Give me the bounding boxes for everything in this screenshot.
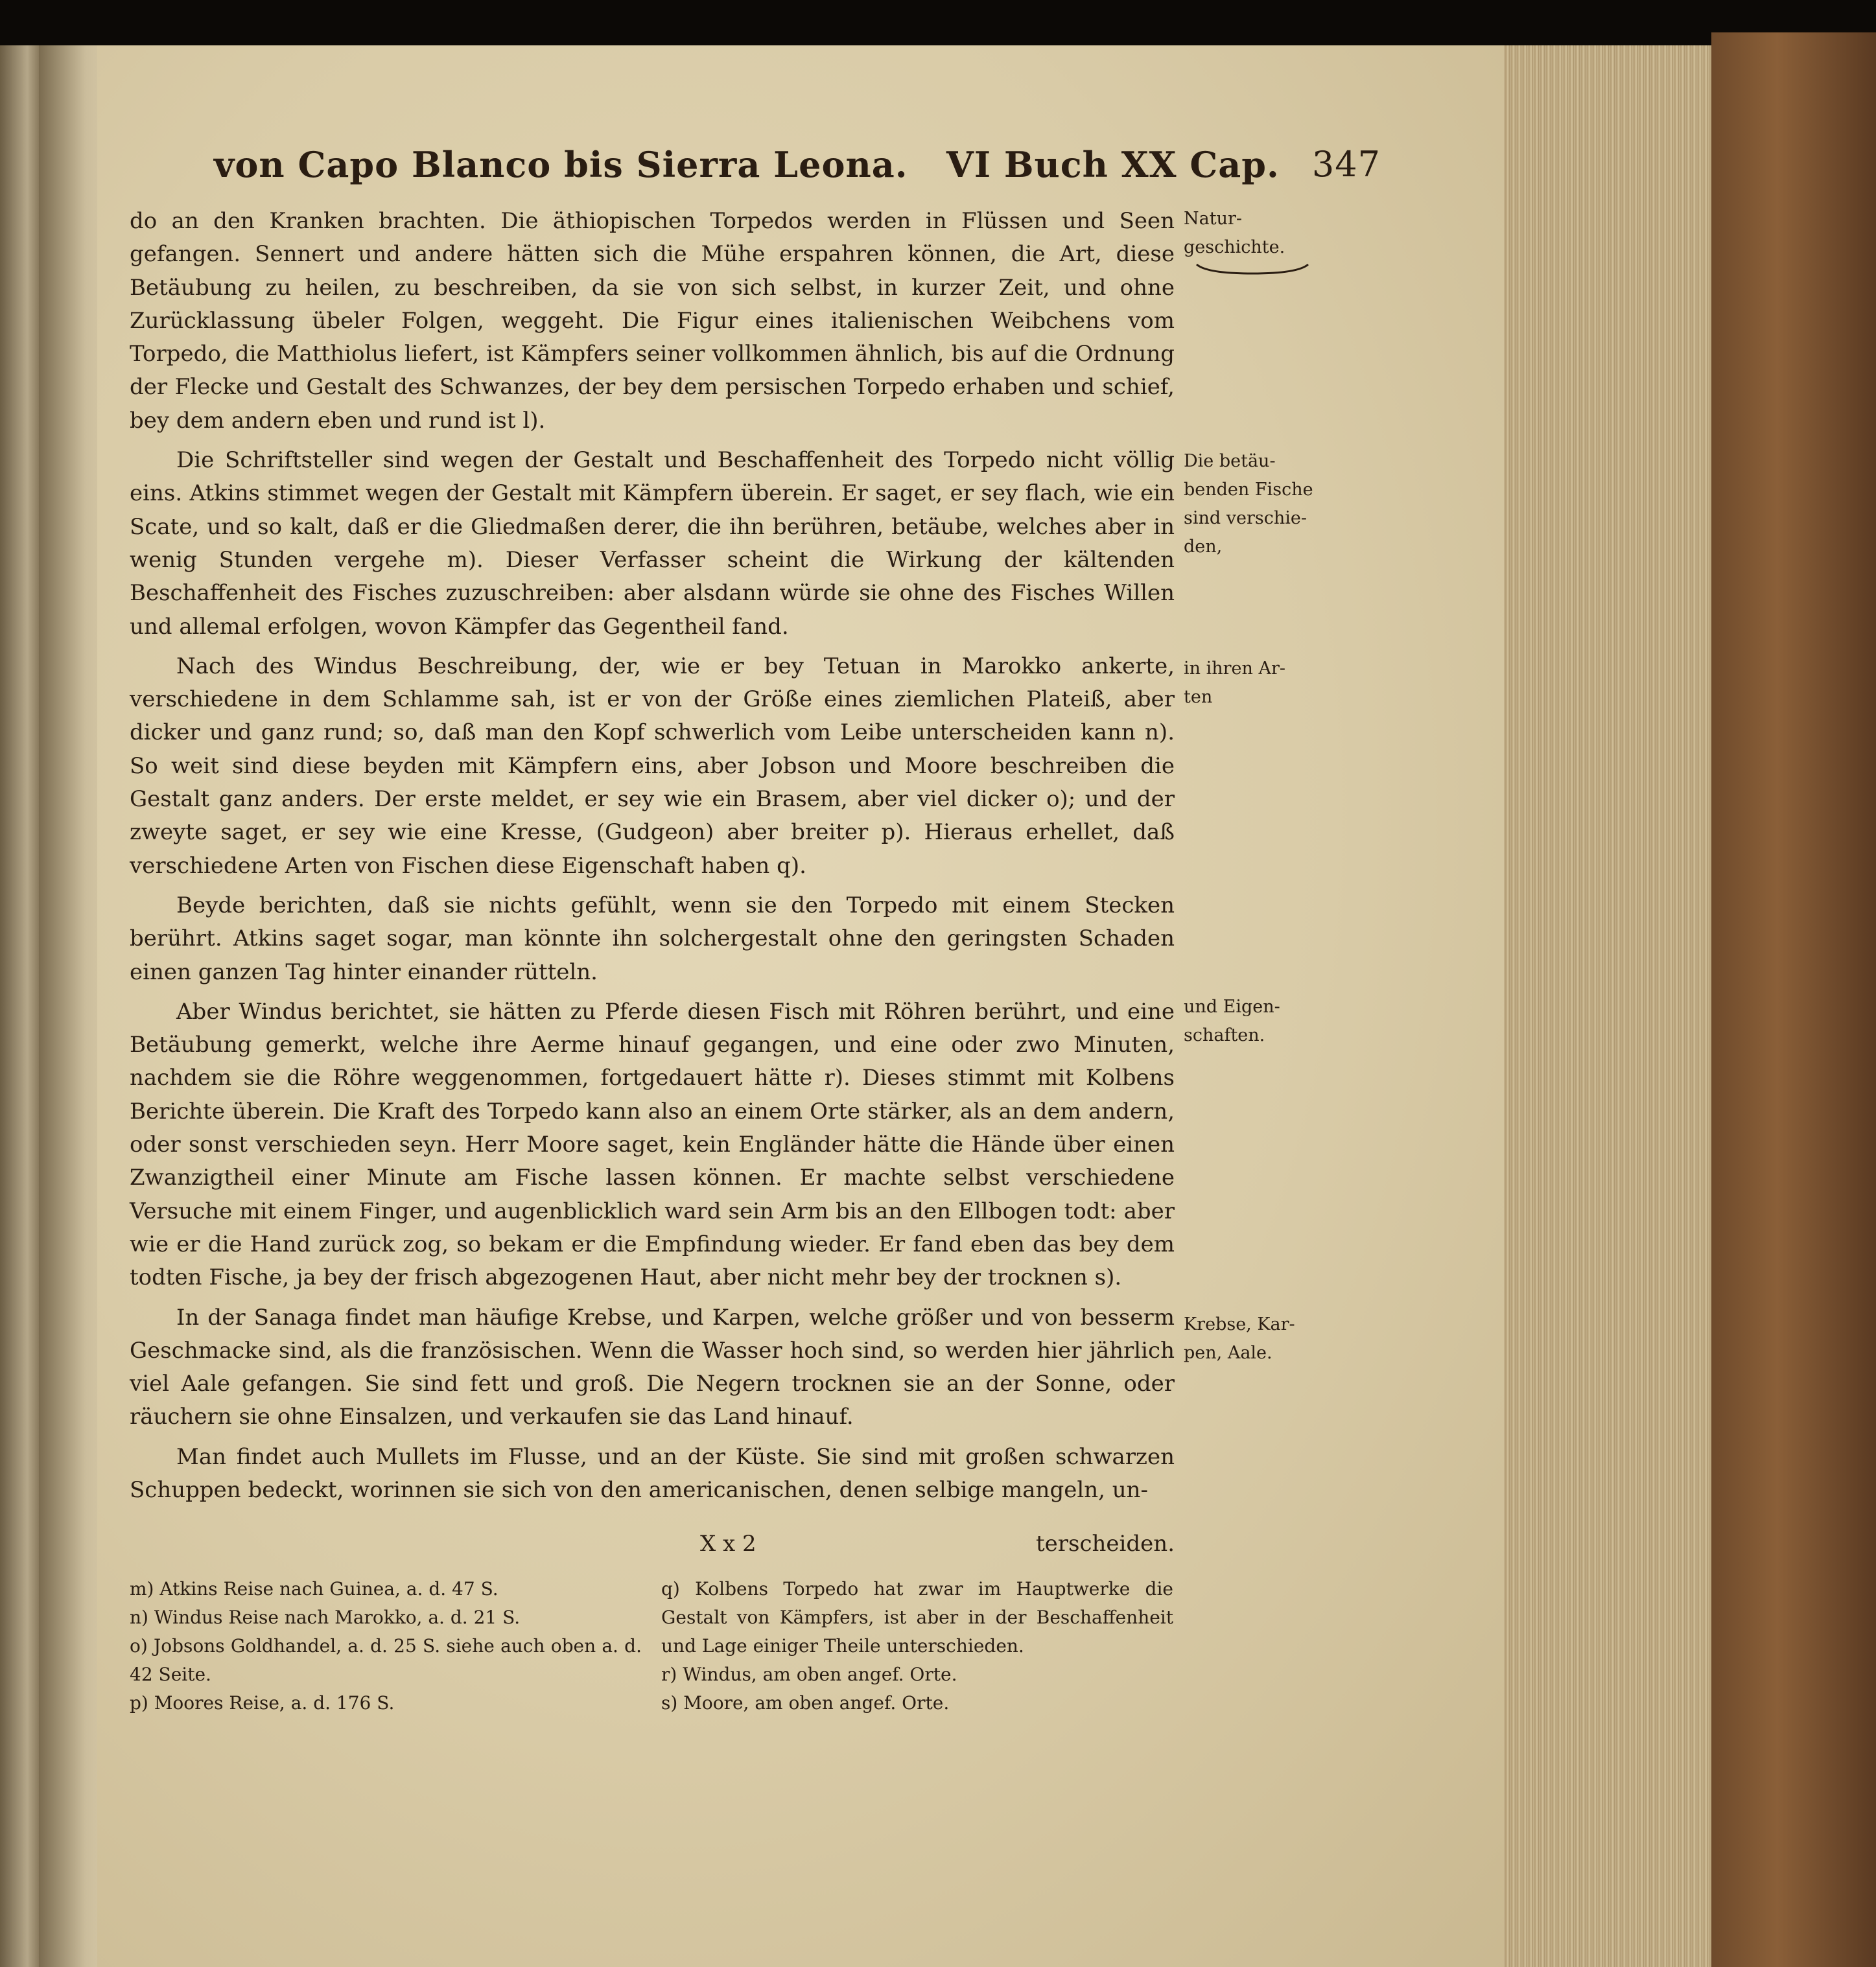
catchword: terscheiden. xyxy=(1035,1531,1175,1557)
paragraph: In der Sanaga findet man häufige Krebse, und Karpen, welche größer und von besserm Geschmacke sind, als die französischen. Wenn die Wasser hoch sind, so werden hier jährlich viel Aale gefangen. Sie sind fett und groß. Die Negern trocknen sie an der Sonne, oder räuchern sie ohne Einsalzen, und verkaufen sie das Land hinauf. xyxy=(130,1304,1175,1430)
page-number: 347 xyxy=(1311,144,1381,185)
paragraph: Nach des Windus Beschreibung, der, wie er bey Tetuan in Marokko ankerte, verschiedene in dem Schlamme sah, ist er von der Größe eines ziemlichen Plateiß, aber dicker und ganz rund; so, daß man den Kopf schwerlich vom Leibe unterscheiden kann n). So weit sind diese beyden mit Kämpfern eins, aber Jobson und Moore beschreiben die Gestalt ganz anders. Der erste meldet, er sey wie ein Brasem, aber viel dicker o); und der zweyte saget, er sey wie eine Kresse, (Gudgeon) aber breiter p). Hieraus erhellet, daß verschiedene Arten von Fischen diese Eigenschaft haben q). xyxy=(130,653,1175,879)
page-block-edge xyxy=(1504,45,1711,1967)
facing-page-edge xyxy=(0,45,39,1967)
running-header xyxy=(214,144,1381,202)
signature-mark: X x 2 xyxy=(700,1531,756,1557)
catchline xyxy=(130,1531,1175,1563)
margin-note: Natur- geschichte. xyxy=(1184,209,1285,257)
paragraph: Beyde berichten, daß sie nichts gefühlt, wenn sie den Torpedo mit einem Stecken berührt. Atkins saget sogar, man könnte ihn solchergestalt ohne den geringsten Schaden einen ganzen Tag hinter einander rütteln. xyxy=(130,892,1175,985)
footnote: s) Moore, am oben angef. Orte. xyxy=(661,1692,950,1714)
paragraph: Man findet auch Mullets im Flusse, und an der Küste. Sie sind mit großen schwarzen Schuppen bedeckt, worinnen sie sich von den americanischen, denen selbige mangeln, un- xyxy=(130,1443,1175,1503)
running-title: von Capo Blanco bis Sierra Leona. VI Buch XX Cap. xyxy=(214,144,1280,185)
footnotes xyxy=(130,1575,1175,1730)
footnotes-right-column xyxy=(661,1575,1173,1717)
footnotes-left-column xyxy=(130,1575,642,1717)
margin-note: und Eigen- schaften. xyxy=(1184,997,1280,1045)
footnote: p) Moores Reise, a. d. 176 S. xyxy=(130,1692,395,1714)
footnote: q) Kolbens Torpedo hat zwar im Hauptwerke die Gestalt von Kämpfers, ist aber in der Beschaffenheit und Lage einiger Theile unterschieden. xyxy=(661,1578,1173,1657)
margin-note: in ihren Ar- ten xyxy=(1184,658,1286,707)
main-text xyxy=(130,205,1175,1507)
margin-note: Die betäu- benden Fische sind verschie- den, xyxy=(1184,451,1313,557)
footnote: n) Windus Reise nach Marokko, a. d. 21 S. xyxy=(130,1607,521,1628)
footnote: m) Atkins Reise nach Guinea, a. d. 47 S. xyxy=(130,1578,498,1600)
margin-note: Krebse, Kar- pen, Aale. xyxy=(1184,1314,1295,1363)
book-cover xyxy=(1711,32,1876,1967)
margin-bracket xyxy=(1194,262,1311,285)
paragraph: Die Schriftsteller sind wegen der Gestalt und Beschaffenheit des Torpedo nicht völlig eins. Atkins stimmet wegen der Gestalt mit Kämpfern überein. Er saget, er sey flach, wie ein Scate, und so kalt, daß er die Gliedmaßen derer, die ihn berühren, betäube, welches aber in wenig Stunden vergehe m). Dieser Verfasser scheint die Wirkung der kältenden Beschaffenheit des Fisches zuzuschreiben: aber alsdann würde sie ohne des Fisches Willen und allemal erfolgen, wovon Kämpfer das Gegentheil fand. xyxy=(130,447,1175,640)
footnote: o) Jobsons Goldhandel, a. d. 25 S. siehe auch oben a. d. 42 Seite. xyxy=(130,1635,642,1685)
footnote: r) Windus, am oben angef. Orte. xyxy=(661,1664,957,1685)
paragraph: do an den Kranken brachten. Die äthiopischen Torpedos werden in Flüssen und Seen gefangen. Sennert und andere hätten sich die Mühe erspahren können, die Art, diese Betäubung zu heilen, zu beschreiben, da sie von sich selbst, in kurzer Zeit, und ohne Zurücklassung übeler Folgen, weggeht. Die Figur eines italienischen Weibchens vom Torpedo, die Matthiolus liefert, ist Kämpfers seiner vollkommen ähnlich, bis auf die Ordnung der Flecke und Gestalt des Schwanzes, der bey dem persischen Torpedo erhaben und schief, bey dem andern eben und rund ist l). xyxy=(130,208,1175,434)
paragraph: Aber Windus berichtet, sie hätten zu Pferde diesen Fisch mit Röhren berührt, und eine Betäubung gemerkt, welche ihre Aerme hinauf gegangen, und eine oder zwo Minuten, nachdem sie die Röhre weggenommen, fortgedauert hätte r). Dieses stimmt mit Kolbens Berichte überein. Die Kraft des Torpedo kann also an einem Orte stärker, als an dem andern, oder sonst verschieden seyn. Herr Moore saget, kein Engländer hätte die Hände über einen Zwanzigtheil einer Minute am Fische lassen können. Er machte selbst verschiedene Versuche mit einem Finger, und augenblicklich ward sein Arm bis an den Ellbogen todt: aber wie er die Hand zurück zog, so bekam er die Empfindung wieder. Er fand eben das bey dem todten Fische, ja bey der frisch abgezogenen Haut, aber nicht mehr bey der trocknen s). xyxy=(130,998,1175,1291)
